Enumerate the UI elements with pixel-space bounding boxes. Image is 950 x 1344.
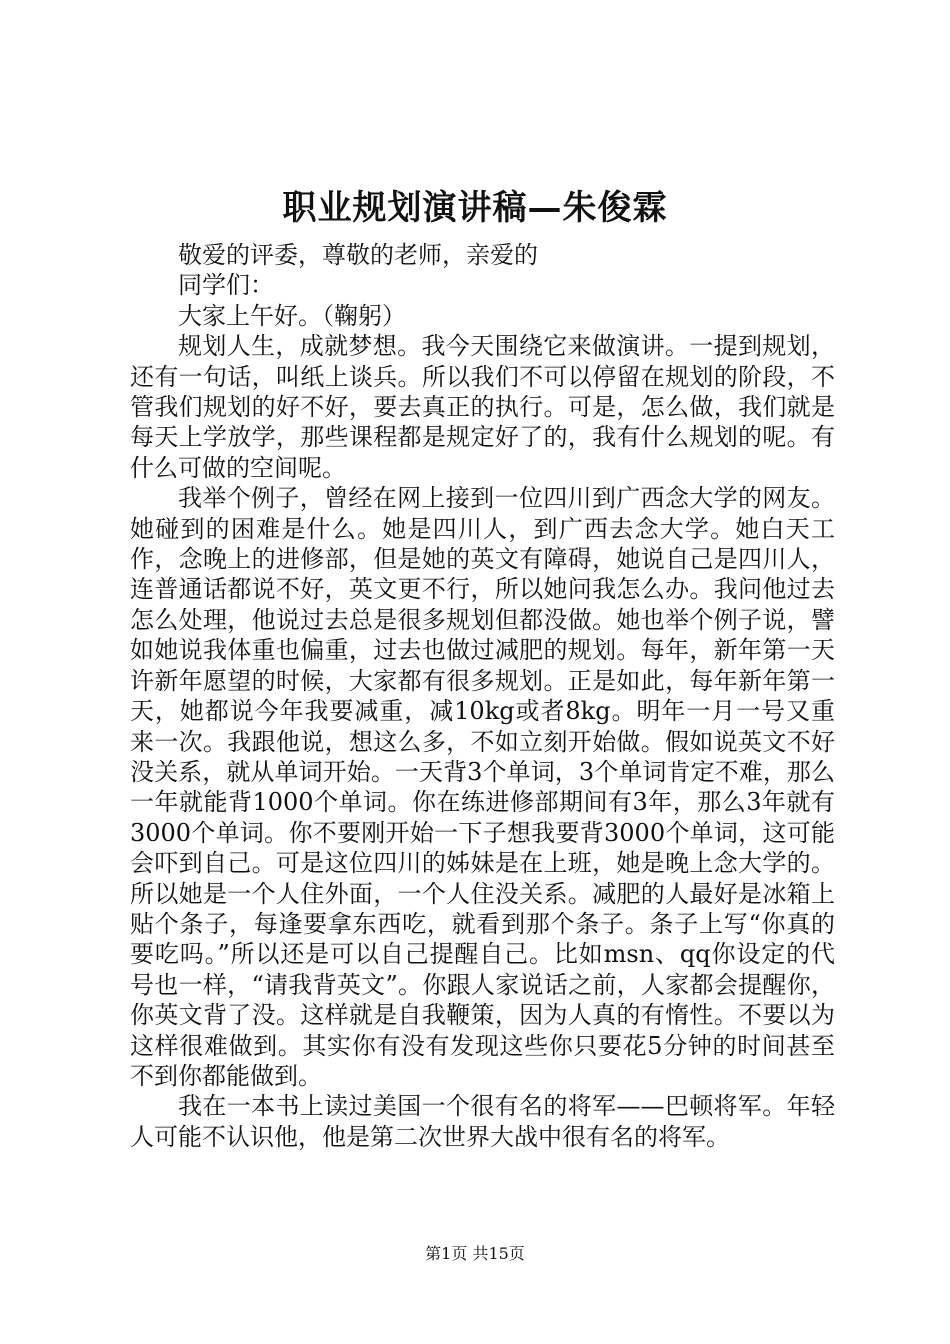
body-paragraph: 规划人生，成就梦想。我今天围绕它来做演讲。一提到规划，还有一句话，叫纸上谈兵。所以我们不可以停留在规划的阶段，不管我们规划的好不好，要去真正的执行。可是，怎么做，我们就是每天上学放学，那些课程都是规定好了的，我有什么规划的呢。有什么可做的空间呢。 <box>130 332 835 482</box>
salutation-line-2: 同学们： <box>178 271 274 300</box>
document-title: 职业规划演讲稿—朱俊霖 <box>282 188 668 228</box>
document-body <box>130 240 835 1152</box>
greeting-line: 大家上午好。（鞠躬） <box>178 301 406 330</box>
body-paragraph: 我在一本书上读过美国一个很有名的将军——巴顿将军。年轻人可能不认识他，他是第二次世界大战中很有名的将军。 <box>130 1092 835 1151</box>
page-footer: 第1页 共15页 <box>425 1244 525 1263</box>
body-paragraph: 我举个例子，曾经在网上接到一位四川到广西念大学的网友。她碰到的困难是什么。她是四川人，到广西去念大学。她白天工作，念晚上的进修部，但是她的英文有障碍，她说自己是四川人，连普通话都说不好，英文更不行，所以她问我怎么办。我问他过去怎么处理，他说过去总是很多规划但都没做。她也举个例子说，譬如她说我体重也偏重，过去也做过减肥的规划。每年，新年第一天许新年愿望的时候，大家都有很多规划。正是如此，每年新年第一天，她都说今年我要减重，减10kg或者8kg。明年一月一号又重来一次。我跟他说，想这么多，不如立刻开始做。假如说英文不好没关系，就从单词开始。一天背3个单词，3个单词肯定不难，那么一年就能背1000个单词。你在练进修部期间有3年，那么3年就有3000个单词。你不要刚开始一下子想我要背3000个单词，这可能会吓到自己。可是这位四川的姊妹是在上班，她是晚上念大学的。所以她是一个人住外面，一个人住没关系。减肥的人最好是冰箱上贴个条子，每逢要拿东西吃，就看到那个条子。条子上写“你真的要吃吗。”所以还是可以自己提醒自己。比如msn、qq你设定的代号也一样，“请我背英文”。你跟人家说话之前，人家都会提醒你，你英文背了没。这样就是自我鞭策，因为人真的有惰性。不要以为这样很难做到。其实你有没有发现这些你只要花5分钟的时间甚至不到你都能做到。 <box>130 484 835 1090</box>
salutation-line-1: 敬爱的评委，尊敬的老师，亲爱的 <box>178 241 538 269</box>
